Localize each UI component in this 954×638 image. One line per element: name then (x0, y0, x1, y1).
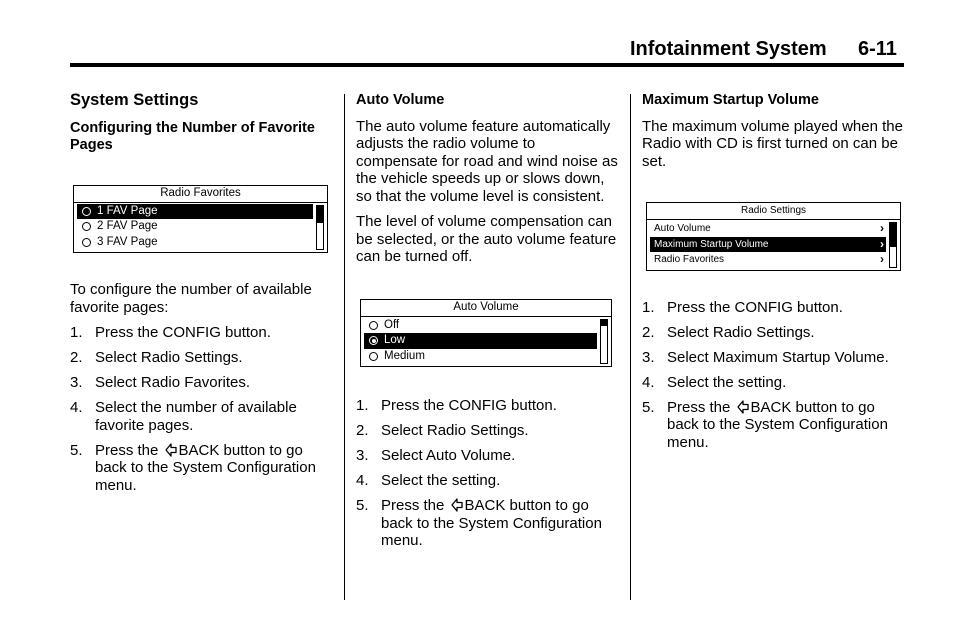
column-divider-2 (630, 94, 631, 600)
screen-item-list (647, 220, 900, 270)
list-item: 5. Press the BACK button to go back to the System Configuration menu. (356, 497, 602, 549)
max-startup-volume-description: The maximum volume played when the Radio with CD is first turned on can be set. (642, 117, 903, 170)
screen-title: Auto Volume (361, 300, 611, 317)
header-rule (70, 63, 904, 67)
radio-button-icon (369, 321, 378, 330)
list-item: 4. Select the setting. (642, 373, 787, 391)
chevron-right-icon: › (880, 236, 884, 251)
radio-settings-screen (646, 202, 901, 271)
screen-menu-item[interactable]: Off (364, 318, 597, 334)
back-arrow-icon (165, 443, 177, 457)
screen-title: Radio Favorites (74, 186, 327, 203)
radio-button-icon (82, 222, 91, 231)
screen-menu-item[interactable]: Low (364, 333, 597, 349)
screen-menu-item[interactable]: Maximum Startup Volume › (650, 237, 886, 253)
auto-volume-description: The auto volume feature automatically adjusts the radio volume to compensate for road and wind noise as the vehicle speeds up or slows down, so that the volume level is consistent. (356, 117, 618, 205)
radio-button-icon (369, 336, 378, 345)
list-item: 1. Press the CONFIG button. (642, 298, 843, 316)
step-list (70, 324, 334, 434)
screen-scrollbar (600, 319, 608, 365)
screen-menu-item[interactable]: Radio Favorites › (654, 252, 884, 267)
page-header-title: Infotainment System (630, 38, 827, 60)
screen-menu-item[interactable]: 1 FAV Page (77, 204, 313, 220)
screen-menu-item[interactable]: Auto Volume › (654, 221, 884, 236)
column-3 (642, 92, 904, 459)
chevron-right-icon: › (880, 221, 884, 236)
list-item: 1. Press the CONFIG button. (356, 397, 557, 414)
screen-menu-item[interactable]: 2 FAV Page (77, 219, 313, 235)
column-2 (356, 92, 620, 557)
list-item: 2. Select Radio Settings. (356, 422, 529, 439)
radio-button-icon (82, 207, 91, 216)
list-item: 4. Select the setting. (356, 472, 501, 489)
list-item: 4. Select the number of available favorite pages. (70, 399, 297, 434)
column-divider-1 (344, 94, 345, 600)
list-item: 2. Select Radio Settings. (642, 323, 815, 341)
step-list (642, 299, 904, 392)
page-number: 6-11 (858, 38, 897, 60)
list-item: 5. Press the BACK button to go back to the System Configuration menu. (70, 441, 316, 494)
subsection-title-favorite-pages: Configuring the Number of Favorite Pages (70, 119, 315, 153)
list-item: 3. Select Auto Volume. (356, 447, 516, 464)
auto-volume-screen (360, 299, 612, 368)
radio-button-icon (369, 352, 378, 361)
list-item: 1. Press the CONFIG button. (70, 324, 271, 341)
list-item: 3. Select Maximum Startup Volume. (642, 348, 889, 366)
step-list (356, 397, 620, 490)
screen-menu-item[interactable]: Medium (364, 349, 597, 365)
screen-title: Radio Settings (647, 203, 900, 220)
list-item: 5. Press the BACK button to go back to the System Configuration menu. (642, 398, 888, 451)
screen-scrollbar (889, 222, 897, 268)
intro-text: To configure the number of available favorite pages: (70, 281, 312, 316)
subsection-title-auto-volume: Auto Volume (356, 92, 445, 108)
section-title: System Settings (70, 91, 199, 109)
screen-item-list (361, 317, 611, 367)
radio-favorites-screen (73, 185, 328, 254)
radio-button-icon (82, 238, 91, 247)
list-item: 3. Select Radio Favorites. (70, 374, 251, 391)
screen-scrollbar (316, 205, 324, 251)
list-item: 2. Select Radio Settings. (70, 349, 243, 366)
column-1 (70, 92, 334, 502)
screen-menu-item[interactable]: 3 FAV Page (77, 235, 313, 251)
auto-volume-compensation-text: The level of volume compensation can be selected, or the auto volume feature can be turned off. (356, 213, 617, 265)
back-arrow-icon (451, 498, 463, 512)
chevron-right-icon: › (880, 252, 884, 267)
screen-item-list (74, 203, 327, 253)
subsection-title-max-startup-volume: Maximum Startup Volume (642, 92, 819, 108)
back-arrow-icon (737, 400, 749, 414)
